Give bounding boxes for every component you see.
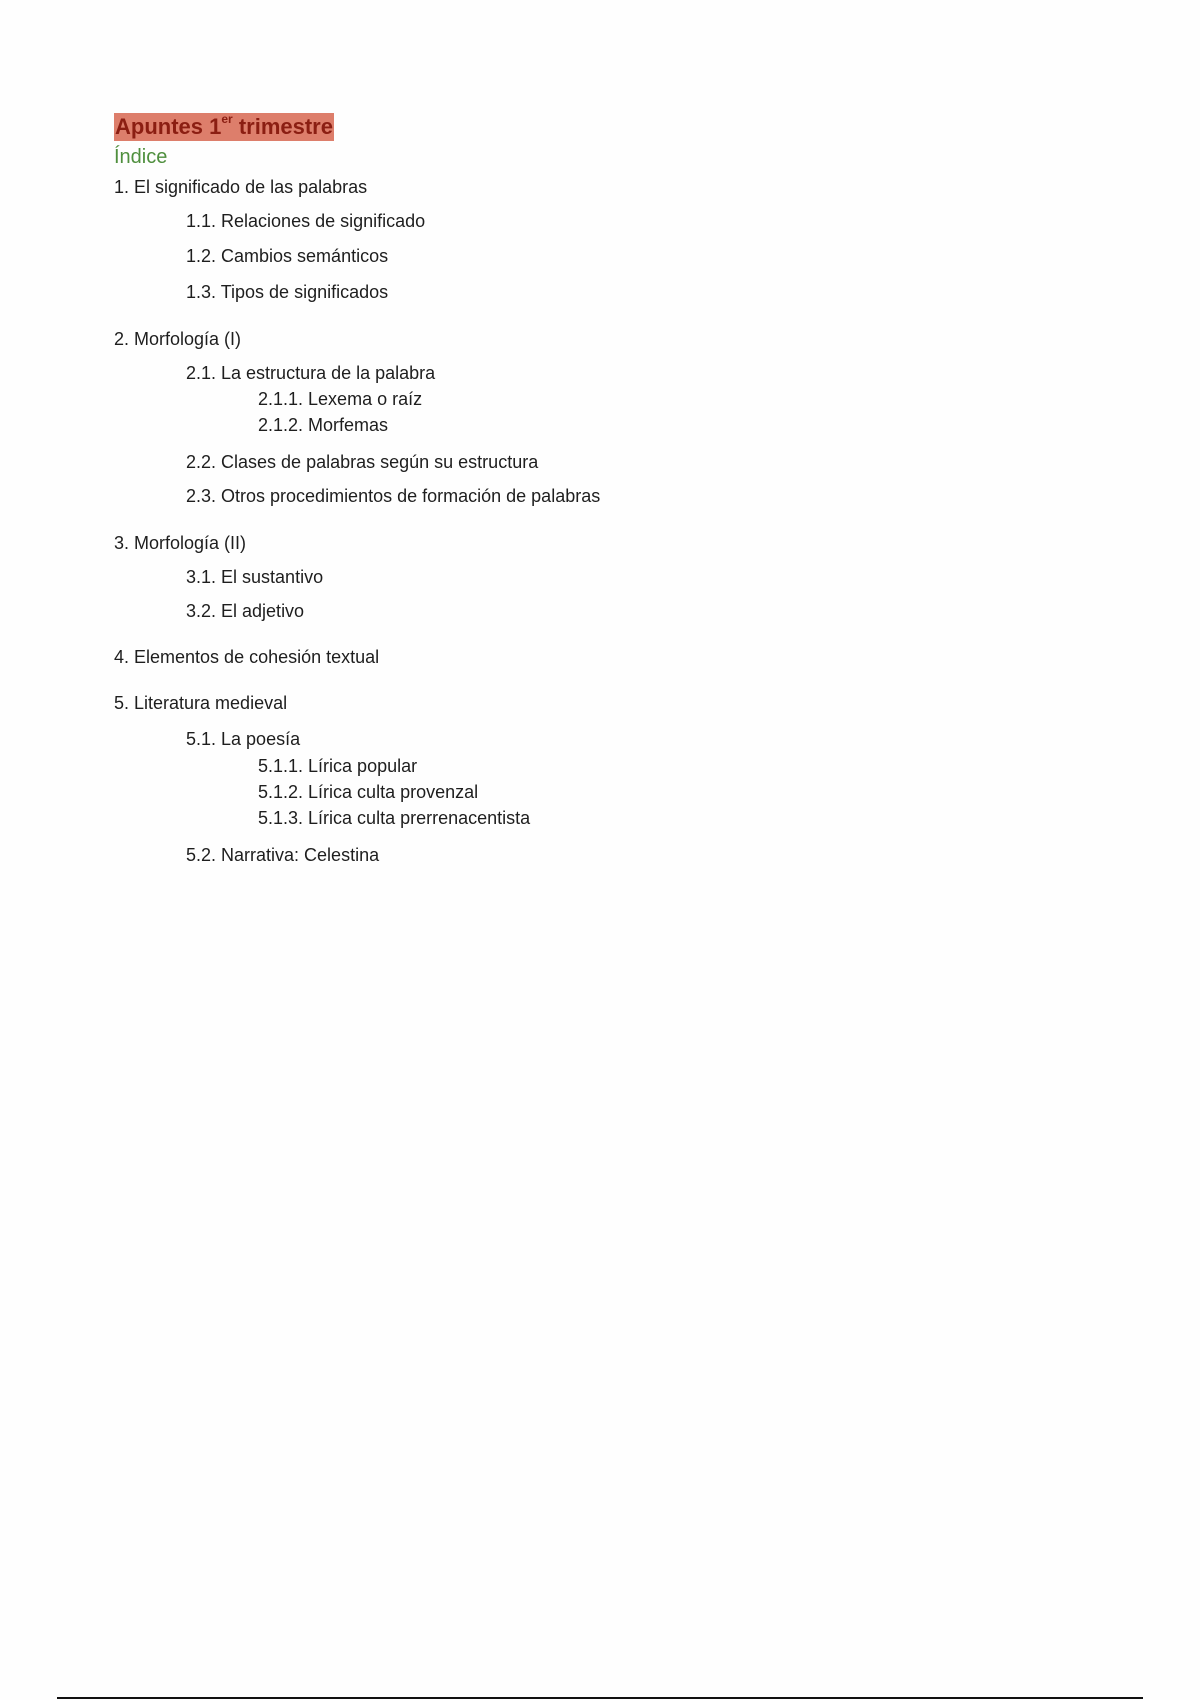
toc-item: 5.2. Narrativa: Celestina bbox=[186, 845, 380, 865]
toc-item: 5.1.1. Lírica popular bbox=[258, 756, 418, 776]
toc-item: 2.1. La estructura de la palabra bbox=[186, 363, 436, 383]
toc-item: 1. El significado de las palabras bbox=[114, 177, 368, 197]
title-superscript: er bbox=[221, 111, 233, 126]
toc-item: 2.1.1. Lexema o raíz bbox=[258, 389, 423, 409]
toc-item: 3.2. El adjetivo bbox=[186, 601, 305, 621]
toc-item: 3.1. El sustantivo bbox=[186, 567, 324, 587]
toc-item: 2.1.2. Morfemas bbox=[258, 415, 389, 435]
toc-item: 5.1. La poesía bbox=[186, 729, 301, 749]
toc-item: 5.1.3. Lírica culta prerrenacentista bbox=[258, 808, 531, 828]
toc-item: 2.2. Clases de palabras según su estructura bbox=[186, 452, 539, 472]
toc-item: 4. Elementos de cohesión textual bbox=[114, 647, 380, 667]
bottom-divider bbox=[57, 1697, 1143, 1699]
toc-item: 5.1.2. Lírica culta provenzal bbox=[258, 782, 479, 802]
toc-item: 1.2. Cambios semánticos bbox=[186, 246, 389, 266]
toc-item: 2.3. Otros procedimientos de formación de palabras bbox=[186, 486, 601, 506]
toc-item: 3. Morfología (II) bbox=[114, 533, 247, 553]
toc-item: 1.1. Relaciones de significado bbox=[186, 211, 426, 231]
index-heading: Índice bbox=[114, 146, 168, 168]
toc-item: 5. Literatura medieval bbox=[114, 693, 288, 713]
title-rest: trimestre bbox=[232, 114, 333, 139]
toc-item: 2. Morfología (I) bbox=[114, 329, 242, 349]
toc-item: 1.3. Tipos de significados bbox=[186, 282, 389, 302]
title-main: Apuntes 1 bbox=[115, 114, 222, 139]
